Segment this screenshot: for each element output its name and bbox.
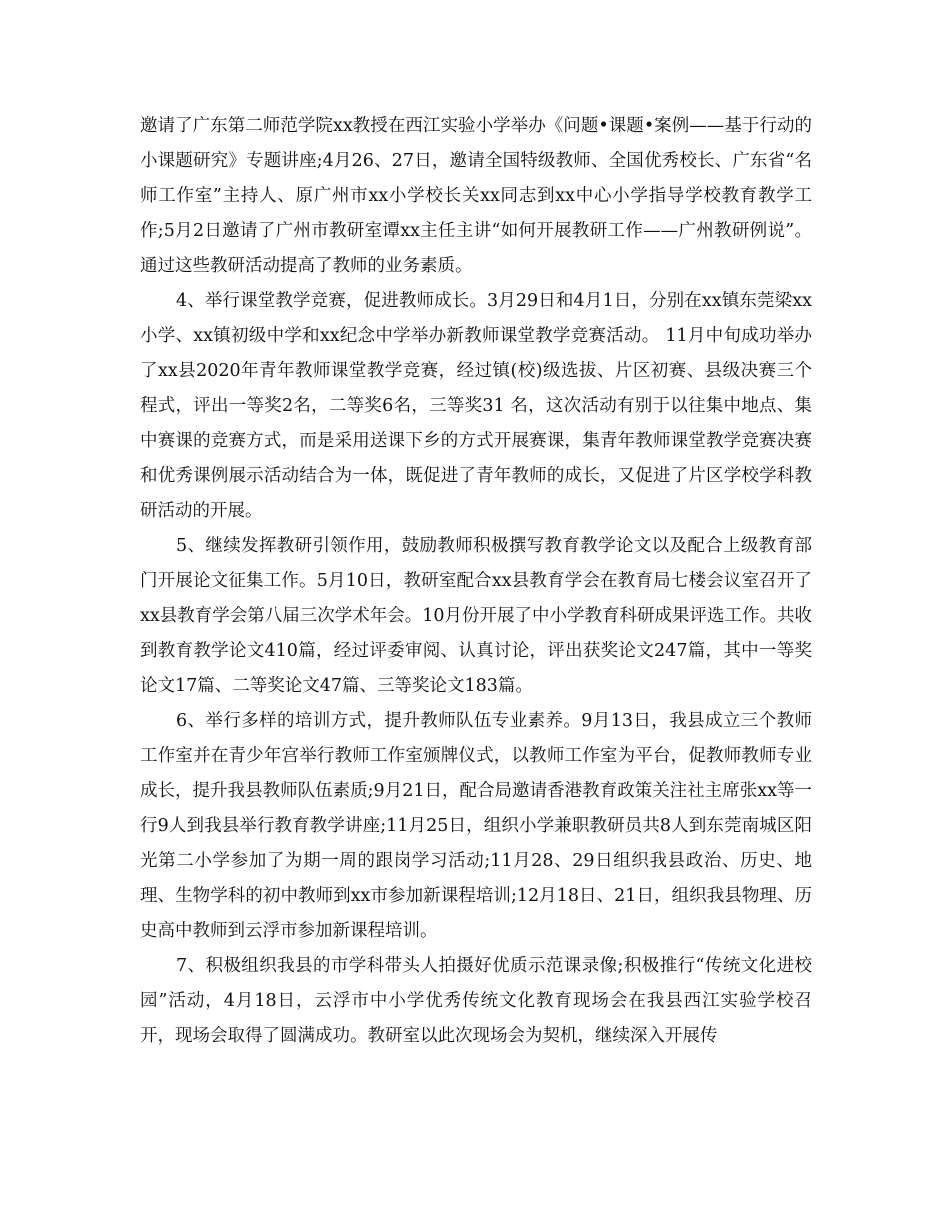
- document-body: [140, 109, 812, 1054]
- paragraph-item-5: 5、继续发挥教研引领作用，鼓励教师积极撰写教育教学论文以及配合上级教育部门开展论文征集工作。5月10日，教研室配合xx县教育学会在教育局七楼会议室召开了xx县教育学会第八届三次学术年会。10月份开展了中小学教育科研成果评选工作。共收到教育教学论文410篇，经过评委审阅、认真讨论，评出获奖论文247篇，其中一等奖论文17篇、二等奖论文47篇、三等奖论文183篇。: [140, 536, 813, 696]
- paragraph-continuation: 邀请了广东第二师范学院xx教授在西江实验小学举办《问题•课题•案例——基于行动的小课题研究》专题讲座;4月26、27日，邀请全国特级教师、全国优秀校长、广东省“名师工作室”主持人、原广州市xx小学校长关xx同志到xx中心小学指导学校教育教学工作;5月2日邀请了广州市教研室谭xx主任主讲“如何开展教研工作——广州教研例说”。通过这些教研活动提高了教师的业务素质。: [140, 116, 812, 276]
- paragraph-item-4: 4、举行课堂教学竞赛，促进教师成长。3月29日和4月1日，分别在xx镇东莞梁xx小学、xx镇初级中学和xx纪念中学举办新教师课堂教学竞赛活动。 11月中旬成功举办了xx县2020年青年教师课堂教学竞赛，经过镇(校)级选拔、片区初赛、县级决赛三个程式，评出一等奖2名，二等奖6名，三等奖31 名，这次活动有别于以往集中地点、集中赛课的竞赛方式，而是采用送课下乡的方式开展赛课，集青年教师课堂教学竞赛决赛和优秀课例展示活动结合为一体，既促进了青年教师的成长，又促进了片区学校学科教研活动的开展。: [140, 291, 812, 521]
- paragraph-item-7: 7、积极组织我县的市学科带头人拍摄好优质示范课录像;积极推行“传统文化进校园”活动，4月18日，云浮市中小学优秀传统文化教育现场会在我县西江实验学校召开，现场会取得了圆满成功。教研室以此次现场会为契机，继续深入开展传: [140, 956, 812, 1046]
- paragraph-item-6: 6、举行多样的培训方式，提升教师队伍专业素养。9月13日，我县成立三个教师工作室并在青少年宫举行教师工作室颁牌仪式，以教师工作室为平台，促教师教师专业成长，提升我县教师队伍素质;9月21日，配合局邀请香港教育政策关注社主席张xx等一行9人到我县举行教育教学讲座;11月25日，组织小学兼职教研员共8人到东莞南城区阳光第二小学参加了为期一周的跟岗学习活动;11月28、29日组织我县政治、历史、地理、生物学科的初中教师到xx市参加新课程培训;12月18日、21日，组织我县物理、历史高中教师到云浮市参加新课程培训。: [140, 711, 812, 941]
